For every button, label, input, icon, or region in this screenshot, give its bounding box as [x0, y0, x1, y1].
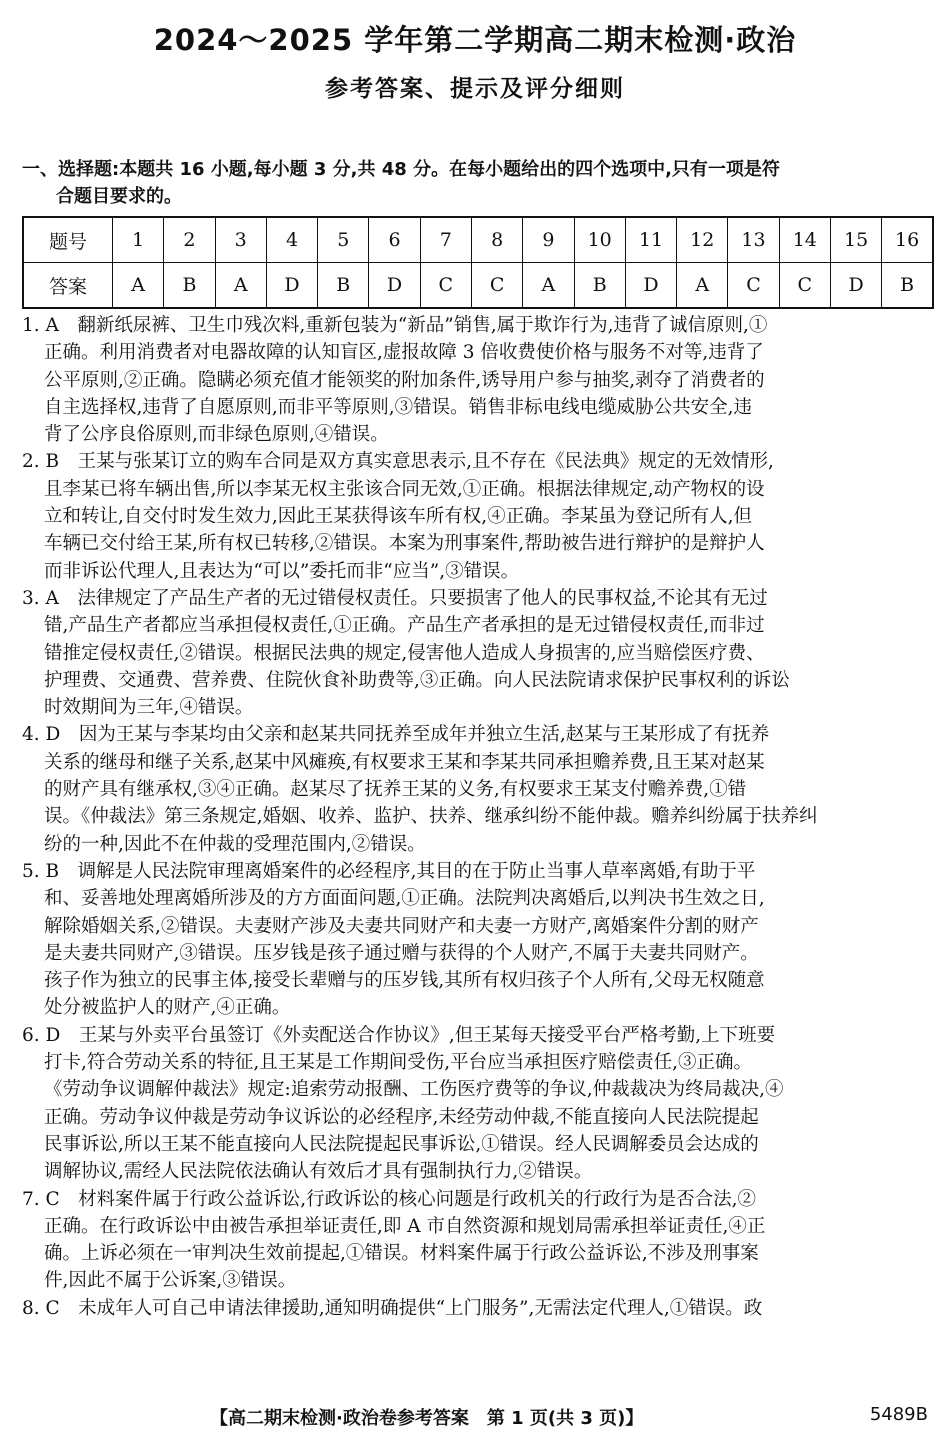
row-label-number: 题号 [23, 217, 113, 263]
explanation-line: 7. C 材料案件属于行政公益诉讼,行政诉讼的核心问题是行政机关的行政行为是否合法,② [22, 1188, 756, 1210]
explanation-line: 5. B 调解是人民法院审理离婚案件的必经程序,其目的在于防止当事人草率离婚,有助于平 [22, 860, 756, 882]
explanation-line: 护理费、交通费、营养费、住院伙食补助费等,③正确。向人民法院请求保护民事权利的诉讼 [44, 669, 790, 691]
answer-cell: B [882, 263, 933, 309]
answer-cell: A [523, 263, 574, 309]
explanation-line: 3. A 法律规定了产品生产者的无过错侵权责任。只要损害了他人的民事权益,不论其有无过 [22, 587, 768, 609]
page-title: 2024～2025 学年第二学期高二期末检测·政治 [153, 23, 797, 57]
question-number: 10 [574, 217, 625, 263]
question-number: 5 [318, 217, 369, 263]
explanation-line: 和、妥善地处理离婚所涉及的方方面面问题,①正确。法院判决离婚后,以判决书生效之日, [44, 888, 765, 910]
answer-cell: A [215, 263, 266, 309]
answer-cell: D [369, 263, 420, 309]
explanation-line: 处分被监护人的财产,④正确。 [44, 997, 291, 1019]
explanation-line: 件,因此不属于公诉案,③错误。 [44, 1270, 297, 1292]
explanation-item-6 [22, 1022, 936, 1186]
explanation-line: 误。《仲裁法》第三条规定,婚姻、收养、监护、扶养、继承纠纷不能仲裁。赡养纠纷属于扶养纠 [44, 806, 818, 828]
answer-cell: D [266, 263, 317, 309]
explanation-item-7 [22, 1186, 936, 1295]
answer-table-number-row [23, 217, 933, 263]
answer-cell: B [318, 263, 369, 309]
explanation-line: 8. C 未成年人可自己申请法律援助,通知明确提供“上门服务”,无需法定代理人,①错误。政 [22, 1297, 763, 1319]
explanation-line: 孩子作为独立的民事主体,接受长辈赠与的压岁钱,其所有权归孩子个人所有,父母无权随意 [44, 970, 765, 992]
explanation-line: 立和转让,自交付时发生效力,因此王某获得该车所有权,④正确。李某虽为登记所有人,但 [44, 506, 753, 528]
explanation-line: 纷的一种,因此不在仲裁的受理范围内,②错误。 [44, 833, 426, 855]
explanations [22, 312, 936, 1322]
answer-table [22, 216, 934, 309]
answer-cell: C [420, 263, 471, 309]
explanation-item-1 [22, 312, 936, 448]
row-label-answer: 答案 [23, 263, 113, 309]
explanation-line: 背了公序良俗原则,而非绿色原则,④错误。 [44, 424, 389, 446]
footer-label: 【高二期末检测·政治卷参考答案 第 1 页(共 3 页)】 [210, 1408, 644, 1429]
answer-cell: C [471, 263, 522, 309]
explanation-line: 是夫妻共同财产,③错误。压岁钱是孩子通过赠与获得的个人财产,不属于夫妻共同财产。 [44, 942, 759, 964]
answer-cell: D [625, 263, 676, 309]
explanation-line: 正确。在行政诉讼中由被告承担举证责任,即 A 市自然资源和规划局需承担举证责任,④正 [44, 1215, 766, 1237]
explanation-item-2 [22, 448, 936, 584]
explanation-line: 2. B 王某与张某订立的购车合同是双方真实意思表示,且不存在《民法典》规定的无效情形, [22, 451, 774, 473]
question-number: 2 [164, 217, 215, 263]
explanation-line: 1. A 翻新纸尿裤、卫生巾残次料,重新包装为“新品”销售,属于欺诈行为,违背了诚信原则,① [22, 315, 768, 336]
question-number: 14 [779, 217, 830, 263]
explanation-line: 调解协议,需经人民法院依法确认有效后才具有强制执行力,②错误。 [44, 1161, 593, 1183]
question-number: 7 [420, 217, 471, 263]
answer-cell: D [830, 263, 881, 309]
question-number: 9 [523, 217, 574, 263]
question-number: 16 [882, 217, 933, 263]
explanation-item-5 [22, 858, 936, 1022]
answer-cell: B [574, 263, 625, 309]
section-heading-line-2: 合题目要求的。 [56, 186, 182, 207]
explanation-line: 4. D 因为王某与李某均由父亲和赵某共同抚养至成年并独立生活,赵某与王某形成了有抚养 [22, 724, 770, 746]
explanation-line: 正确。利用消费者对电器故障的认知盲区,虚报故障 3 倍收费使价格与服务不对等,违背了 [44, 342, 764, 364]
explanation-line: 公平原则,②正确。隐瞒必须充值才能领奖的附加条件,诱导用户参与抽奖,剥夺了消费者的 [44, 369, 765, 391]
page-footer [0, 1404, 950, 1434]
answer-cell: C [779, 263, 830, 309]
explanation-line: 错推定侵权责任,②错误。根据民法典的规定,侵害他人造成人身损害的,应当赔偿医疗费、 [44, 642, 765, 664]
explanation-item-3 [22, 585, 936, 721]
answer-table-answer-row [23, 263, 933, 309]
explanation-line: 时效期间为三年,④错误。 [44, 697, 254, 719]
question-number: 12 [677, 217, 728, 263]
question-number: 8 [471, 217, 522, 263]
question-number: 6 [369, 217, 420, 263]
section-heading [22, 156, 932, 210]
explanation-item-8 [22, 1295, 936, 1322]
answer-cell: C [728, 263, 779, 309]
question-number: 11 [625, 217, 676, 263]
explanation-line: 民事诉讼,所以王某不能直接向人民法院提起民事诉讼,①错误。经人民调解委员会达成的 [44, 1133, 759, 1155]
explanation-line: 的财产具有继承权,③④正确。赵某尽了抚养王某的义务,有权要求王某支付赡养费,①错 [44, 779, 747, 801]
explanation-line: 《劳动争议调解仲裁法》规定:追索劳动报酬、工伤医疗费等的争议,仲裁裁决为终局裁决,④ [44, 1079, 784, 1101]
question-number: 3 [215, 217, 266, 263]
explanation-line: 6. D 王某与外卖平台虽签订《外卖配送合作协议》,但王某每天接受平台严格考勤,上下班要 [22, 1024, 776, 1046]
question-number: 1 [113, 217, 164, 263]
question-number: 15 [830, 217, 881, 263]
explanation-line: 车辆已交付给王某,所有权已转移,②错误。本案为刑事案件,帮助被告进行辩护的是辩护人 [44, 533, 765, 555]
explanation-line: 关系的继母和继子关系,赵某中风瘫痪,有权要求王某和李某共同承担赡养费,且王某对赵某 [44, 751, 765, 773]
footer-code: 5489B [869, 1404, 928, 1425]
answer-cell: A [113, 263, 164, 309]
explanation-line: 而非诉讼代理人,且表达为“可以”委托而非“应当”,③错误。 [44, 560, 520, 582]
question-number: 13 [728, 217, 779, 263]
explanation-item-4 [22, 721, 936, 857]
explanation-line: 且李某已将车辆出售,所以李某无权主张该合同无效,①正确。根据法律规定,动产物权的设 [44, 478, 765, 500]
explanation-line: 打卡,符合劳动关系的特征,且王某是工作期间受伤,平台应当承担医疗赔偿责任,③正确。 [44, 1052, 753, 1074]
explanation-line: 解除婚姻关系,②错误。夫妻财产涉及夫妻共同财产和夫妻一方财产,离婚案件分割的财产 [44, 915, 759, 937]
explanation-line: 确。上诉必须在一审判决生效前提起,①错误。材料案件属于行政公益诉讼,不涉及刑事案 [44, 1243, 759, 1265]
answer-cell: B [164, 263, 215, 309]
explanation-line: 正确。劳动争议仲裁是劳动争议诉讼的必经程序,未经劳动仲裁,不能直接向人民法院提起 [44, 1106, 759, 1128]
section-heading-line-1: 一、选择题:本题共 16 小题,每小题 3 分,共 48 分。在每小题给出的四个选项中,只有一项是符 [22, 159, 780, 180]
page-subtitle: 参考答案、提示及评分细则 [325, 76, 625, 102]
answer-cell: A [677, 263, 728, 309]
explanation-line: 错,产品生产者都应当承担侵权责任,①正确。产品生产者承担的是无过错侵权责任,而非过 [44, 615, 765, 637]
explanation-line: 自主选择权,违背了自愿原则,而非平等原则,③错误。销售非标电线电缆威胁公共安全,违 [44, 396, 753, 418]
question-number: 4 [266, 217, 317, 263]
